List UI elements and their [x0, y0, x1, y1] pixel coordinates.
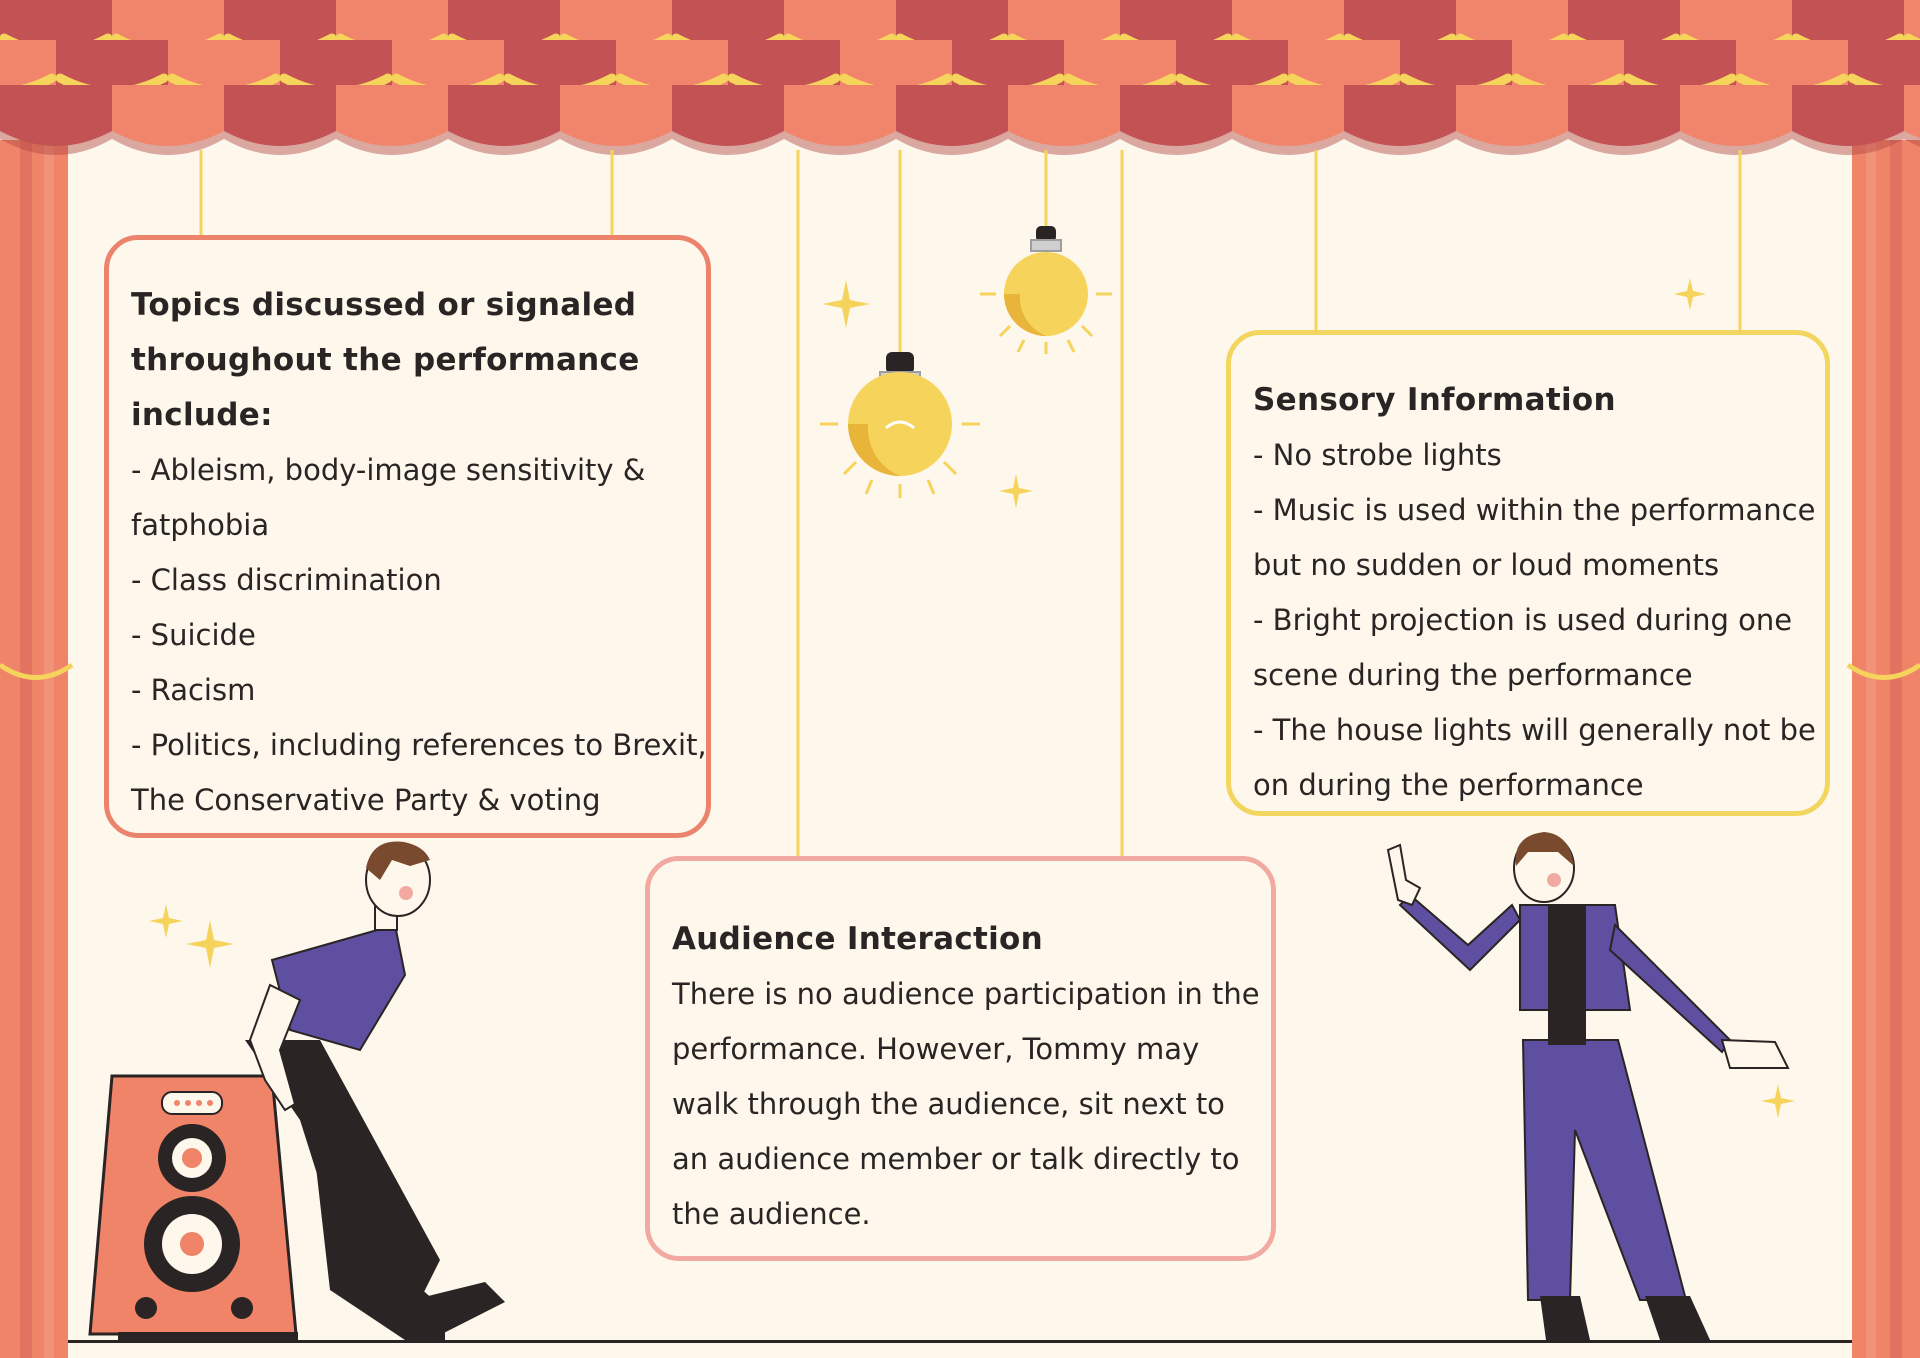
- valance-scallop: [224, 85, 336, 146]
- audience-line: the audience.: [672, 1197, 871, 1231]
- valance-scallop: [1232, 85, 1344, 146]
- valance-scallop: [560, 85, 672, 146]
- performer-pointing-icon: [1388, 832, 1788, 1340]
- sensory-item: but no sudden or loud moments: [1253, 548, 1720, 582]
- light-bulb-icon: [820, 352, 980, 498]
- sensory-item: - Music is used within the performance: [1253, 493, 1816, 527]
- sensory-item: scene during the performance: [1253, 658, 1693, 692]
- stage-floor-line: [0, 1340, 1920, 1343]
- left-side-curtain-icon: [0, 140, 72, 1358]
- valance-scallop: [1792, 85, 1904, 146]
- sensory-item: - The house lights will generally not be: [1253, 713, 1816, 747]
- topics-heading-line: include:: [131, 397, 273, 433]
- valance-scallop: [1680, 85, 1792, 146]
- light-bulb-icon: [980, 226, 1112, 354]
- valance-scallop: [0, 85, 112, 146]
- topics-heading: [131, 278, 706, 443]
- right-side-curtain-icon: [1848, 140, 1920, 1358]
- audience-heading: Audience Interaction: [672, 921, 1044, 957]
- valance-scallop: [1008, 85, 1120, 146]
- topics-item: - Class discrimination: [131, 563, 442, 597]
- topics-item: - Ableism, body-image sensitivity &: [131, 453, 646, 487]
- topics-list: [131, 443, 706, 828]
- topics-panel: [104, 235, 711, 838]
- audience-line: performance. However, Tommy may: [672, 1032, 1200, 1066]
- topics-item: fatphobia: [131, 508, 270, 542]
- topics-item: - Suicide: [131, 618, 256, 652]
- valance-scallop: [112, 85, 224, 146]
- sensory-item: on during the performance: [1253, 768, 1644, 802]
- audience-panel: [645, 856, 1276, 1261]
- topics-item: The Conservative Party & voting: [131, 783, 601, 817]
- speaker-icon: [90, 1076, 298, 1340]
- valance-scallop: [784, 85, 896, 146]
- sensory-item: - Bright projection is used during one: [1253, 603, 1793, 637]
- audience-line: an audience member or talk directly to: [672, 1142, 1240, 1176]
- valance-scallop: [672, 85, 784, 146]
- valance-scallop: [1456, 85, 1568, 146]
- valance-scallop: [448, 85, 560, 146]
- valance-scallop: [1120, 85, 1232, 146]
- valance-scallop: [336, 85, 448, 146]
- stage-curtain-icon: [0, 0, 1920, 155]
- topics-heading-line: Topics discussed or signaled: [131, 287, 637, 323]
- sensory-item: - No strobe lights: [1253, 438, 1502, 472]
- audience-text: [672, 967, 1271, 1242]
- sensory-panel: [1226, 330, 1830, 816]
- topics-item: - Politics, including references to Brexit,: [131, 728, 707, 762]
- sensory-heading: Sensory Information: [1253, 382, 1616, 418]
- valance-scallop: [1568, 85, 1680, 146]
- valance-scallop: [896, 85, 1008, 146]
- sensory-list: [1253, 428, 1825, 813]
- audience-line: walk through the audience, sit next to: [672, 1087, 1225, 1121]
- valance-scallop: [1344, 85, 1456, 146]
- topics-heading-line: throughout the performance: [131, 342, 640, 378]
- topics-item: - Racism: [131, 673, 256, 707]
- audience-line: There is no audience participation in the: [672, 977, 1260, 1011]
